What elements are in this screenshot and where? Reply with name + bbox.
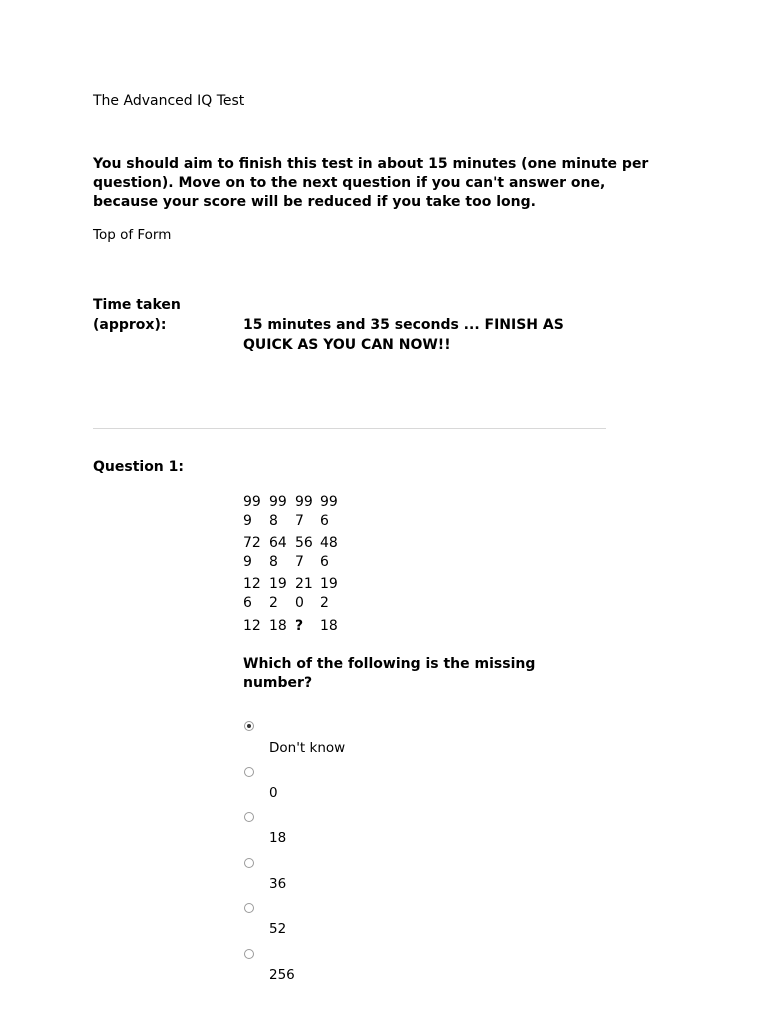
grid-cell: 21 — [295, 576, 313, 592]
grid-cell: 99 — [243, 494, 261, 510]
grid-cell: 18 — [269, 618, 287, 634]
grid-cell: 99 — [295, 494, 313, 510]
question-label: Question 1: — [93, 459, 184, 475]
option-label: 18 — [269, 830, 287, 846]
grid-cell: 8 — [269, 513, 278, 529]
grid-cell: 72 — [243, 535, 261, 551]
page-title: The Advanced IQ Test — [93, 93, 245, 109]
grid-cell: 99 — [269, 494, 287, 510]
radio-option-0[interactable] — [244, 767, 254, 777]
grid-cell: 9 — [243, 554, 252, 570]
radio-option-36[interactable] — [244, 858, 254, 868]
grid-cell: 18 — [320, 618, 338, 634]
top-of-form-label: Top of Form — [93, 227, 172, 243]
question-prompt: Which of the following is the missing number? — [243, 656, 536, 691]
option-label: 52 — [269, 921, 287, 937]
grid-cell: 48 — [320, 535, 338, 551]
grid-cell: 6 — [243, 595, 252, 611]
grid-cell: 9 — [243, 513, 252, 529]
radio-option-dont-know[interactable] — [244, 721, 254, 731]
option-label: 256 — [269, 967, 295, 983]
option-label: Don't know — [269, 740, 346, 756]
time-taken-value: 15 minutes and 35 seconds ... FINISH AS QUICK AS YOU CAN NOW!! — [243, 317, 564, 353]
option-label: 36 — [269, 876, 287, 892]
grid-cell: 6 — [320, 513, 329, 529]
grid-cell: 99 — [320, 494, 338, 510]
missing-number-cell: ? — [295, 618, 304, 634]
grid-cell: 19 — [269, 576, 287, 592]
grid-cell: 64 — [269, 535, 287, 551]
grid-cell: 0 — [295, 595, 304, 611]
grid-cell: 12 — [243, 576, 261, 592]
grid-cell: 7 — [295, 513, 304, 529]
grid-cell: 56 — [295, 535, 313, 551]
section-divider — [93, 428, 606, 429]
grid-cell: 6 — [320, 554, 329, 570]
radio-option-256[interactable] — [244, 949, 254, 959]
time-taken-label: Time taken (approx): — [93, 297, 181, 333]
grid-cell: 7 — [295, 554, 304, 570]
grid-cell: 2 — [269, 595, 278, 611]
grid-cell: 19 — [320, 576, 338, 592]
grid-cell: 2 — [320, 595, 329, 611]
grid-cell: 8 — [269, 554, 278, 570]
radio-option-18[interactable] — [244, 812, 254, 822]
radio-option-52[interactable] — [244, 903, 254, 913]
instructions-text: You should aim to finish this test in about 15 minutes (one minute per question). Move on to the next question if you can't answer one, because your score will be reduced if you take too long. — [93, 156, 649, 210]
grid-cell: 12 — [243, 618, 261, 634]
option-label: 0 — [269, 785, 278, 801]
